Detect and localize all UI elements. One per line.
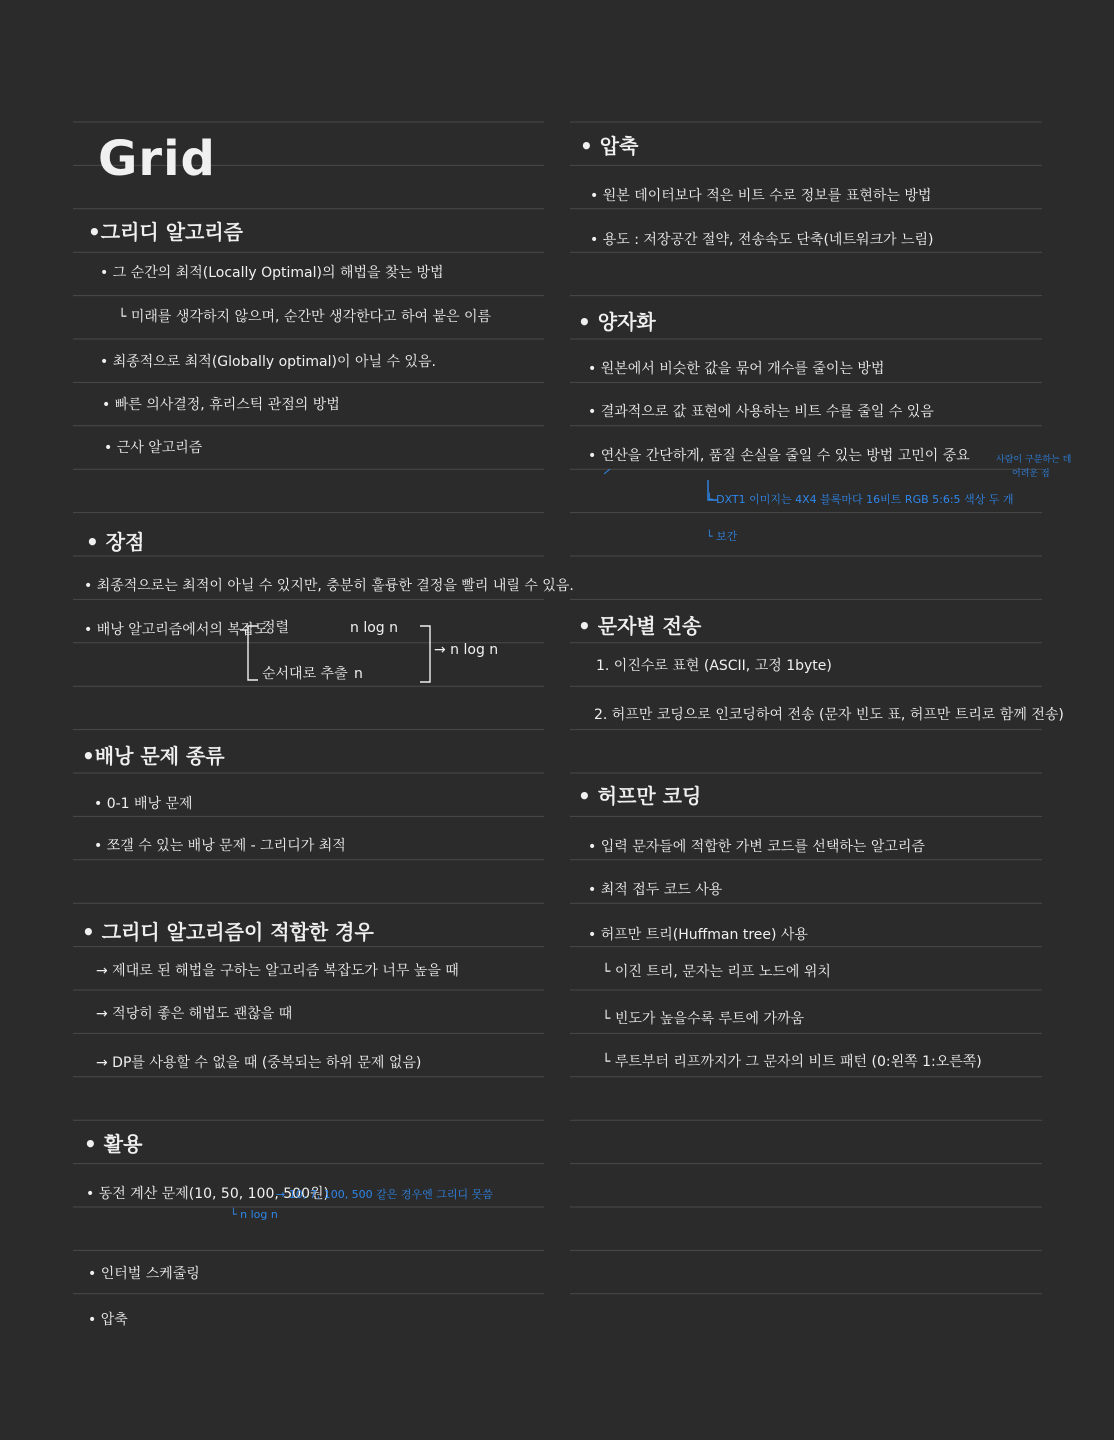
quant-note-line-1: └ DXT1 이미지는 4X4 블록마다 16비트 RGB 5:6:5 색상 두 개: [706, 493, 1014, 506]
pros-sort-value: n log n: [350, 620, 398, 636]
quant-heading: • 양자화: [578, 310, 656, 334]
suitable-heading: • 그리디 알고리즘이 적합한 경우: [82, 920, 374, 944]
quant-line-2: • 결과적으로 값 표현에 사용하는 비트 수를 줄일 수 있음: [588, 404, 934, 420]
pros-pick-value: n: [354, 666, 363, 682]
greedy-line-3: • 최종적으로 최적(Globally optimal)이 아닐 수 있음.: [100, 354, 436, 370]
charwise-line-2: 2. 허프만 코딩으로 인코딩하여 전송 (문자 빈도 표, 허프만 트리로 함께 전송): [594, 707, 1064, 723]
huffman-line-5: └ 빈도가 높을수록 루트에 가까움: [602, 1011, 805, 1027]
suitable-line-1: → 제대로 된 해법을 구하는 알고리즘 복잡도가 너무 높을 때: [96, 963, 459, 979]
uses-line-1-sub: └ n log n: [230, 1208, 278, 1221]
pros-heading: • 장점: [86, 530, 145, 554]
greedy-line-4: • 빠른 의사결정, 휴리스틱 관점의 방법: [102, 397, 340, 413]
compress-heading: • 압축: [580, 134, 639, 158]
uses-heading: • 활용: [84, 1132, 143, 1156]
suitable-line-3: → DP를 사용할 수 없을 때 (중복되는 하위 문제 없음): [96, 1055, 422, 1071]
left-column-rules: [73, 122, 544, 1294]
compress-line-1: • 원본 데이터보다 적은 비트 수로 정보를 표현하는 방법: [590, 188, 932, 204]
uses-line-1-note: → 10, 7, 100, 500 같은 경우엔 그리디 못씀: [276, 1188, 493, 1201]
charwise-line-1: 1. 이진수로 표현 (ASCII, 고정 1byte): [596, 658, 832, 674]
pros-pick-label: 순서대로 추출: [262, 666, 348, 682]
quant-note-line-2: └ 보간: [706, 530, 738, 543]
uses-line-3: • 압축: [88, 1312, 128, 1328]
pros-line-1: • 최종적으로는 최적이 아닐 수 있지만, 충분히 훌륭한 결정을 빨리 내릴 수 있음.: [84, 578, 574, 594]
huffman-line-1: • 입력 문자들에 적합한 가변 코드를 선택하는 알고리즘: [588, 839, 925, 855]
uses-line-2: • 인터벌 스케줄링: [88, 1266, 200, 1282]
huffman-line-3: • 허프만 트리(Huffman tree) 사용: [588, 927, 808, 943]
huffman-line-6: └ 루트부터 리프까지가 그 문자의 비트 패턴 (0:왼쪽 1:오른쪽): [602, 1054, 982, 1070]
huffman-line-2: • 최적 접두 코드 사용: [588, 882, 723, 898]
greedy-line-1: • 그 순간의 최적(Locally Optimal)의 해법을 찾는 방법: [100, 265, 444, 281]
greedy-heading: •그리디 알고리즘: [88, 220, 243, 244]
knapsack-line-2: • 쪼갤 수 있는 배낭 문제 - 그리디가 최적: [94, 838, 346, 854]
quant-line-1: • 원본에서 비슷한 값을 묶어 개수를 줄이는 방법: [588, 361, 885, 377]
knapsack-heading: •배낭 문제 종류: [82, 744, 225, 768]
greedy-line-2: └ 미래를 생각하지 않으며, 순간만 생각한다고 하여 붙은 이름: [118, 309, 492, 325]
pros-sort-label: 정렬: [262, 620, 290, 636]
pros-total: → n log n: [434, 642, 499, 658]
charwise-heading: • 문자별 전송: [578, 614, 702, 638]
suitable-line-2: → 적당히 좋은 해법도 괜찮을 때: [96, 1006, 293, 1022]
uses-line-1: • 동전 계산 문제(10, 50, 100, 500원): [86, 1186, 329, 1202]
page-title: Grid: [98, 131, 216, 187]
compress-line-2: • 용도 : 저장공간 절약, 전송속도 단축(네트워크가 느림): [590, 232, 934, 248]
pros-line-2: • 배낭 알고리즘에서의 복잡도: [84, 622, 268, 638]
huffman-heading: • 허프만 코딩: [578, 784, 702, 808]
quant-line-3: • 연산을 간단하게, 품질 손실을 줄일 수 있는 방법 고민이 중요: [588, 448, 970, 464]
knapsack-line-1: • 0-1 배낭 문제: [94, 796, 193, 812]
greedy-line-5: • 근사 알고리즘: [104, 440, 203, 456]
quant-corner-note-2: 어려운 점: [1012, 469, 1050, 479]
quant-corner-note-1: 사람이 구분하는 데: [996, 455, 1072, 465]
huffman-line-4: └ 이진 트리, 문자는 리프 노드에 위치: [602, 964, 831, 980]
